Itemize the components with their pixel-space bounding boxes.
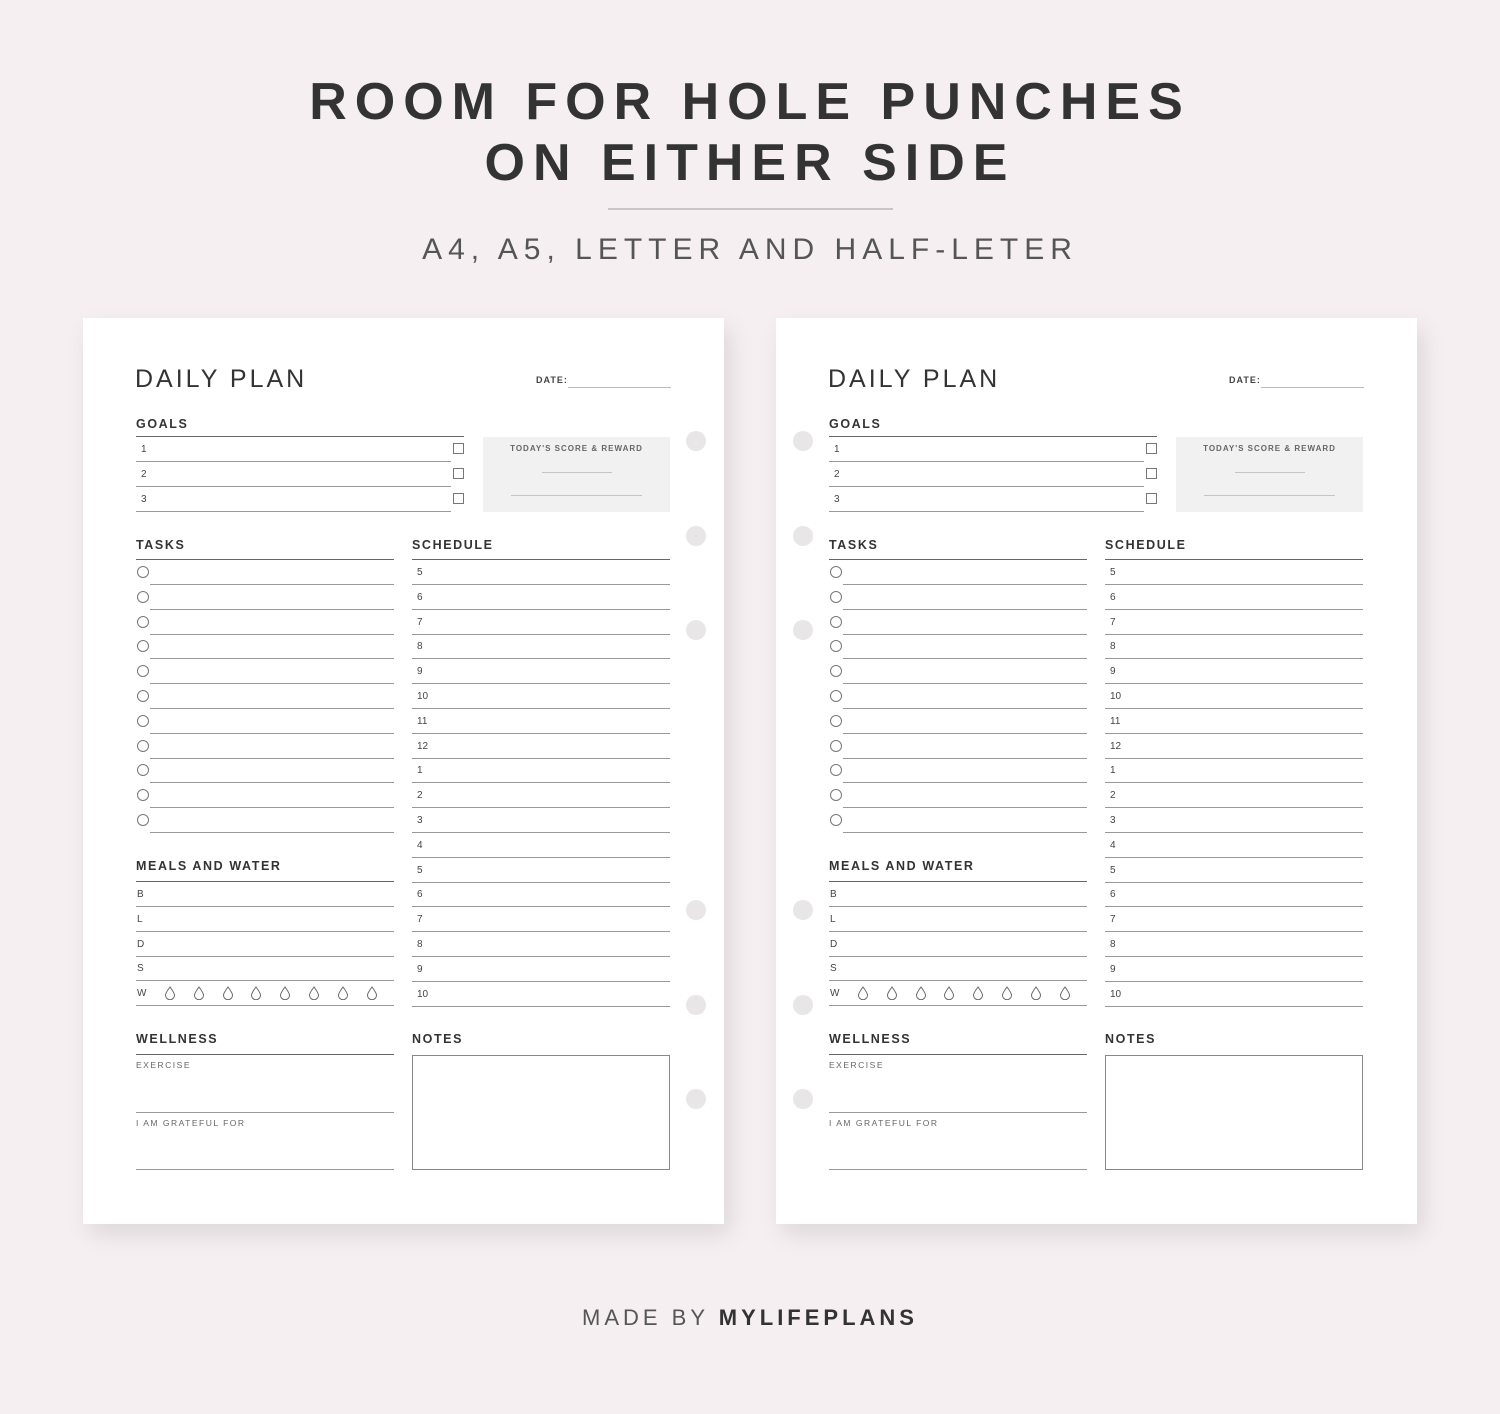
- schedule-hour: 9: [417, 963, 423, 975]
- schedule-hour: 11: [417, 715, 428, 727]
- goal-number: 3: [141, 494, 147, 505]
- circle-icon[interactable]: [137, 690, 149, 702]
- meal-label: D: [830, 938, 838, 950]
- hero-title-line2: ON EITHER SIDE: [484, 134, 1016, 192]
- schedule-hour: 12: [1110, 740, 1122, 752]
- hole-icon: [793, 431, 813, 451]
- schedule-hour: 5: [1110, 864, 1116, 876]
- schedule-line[interactable]: [1105, 931, 1363, 932]
- notes-box[interactable]: [1105, 1055, 1363, 1170]
- goals-title: GOALS: [136, 417, 189, 431]
- grateful-line[interactable]: [136, 1169, 394, 1170]
- reward-line: [1204, 495, 1335, 496]
- circle-icon[interactable]: [137, 715, 149, 727]
- schedule-line[interactable]: [1105, 584, 1363, 585]
- meal-line[interactable]: [829, 956, 1087, 957]
- schedule-line[interactable]: [1105, 782, 1363, 783]
- meals-underline: [829, 881, 1087, 882]
- score-reward-label: TODAY'S SCORE & REWARD: [510, 444, 643, 453]
- schedule-hour: 7: [417, 616, 423, 628]
- water-drop-icon[interactable]: [915, 986, 927, 1000]
- schedule-line[interactable]: [412, 782, 670, 783]
- schedule-line[interactable]: [1105, 807, 1363, 808]
- goals-underline: [829, 436, 1157, 437]
- schedule-line[interactable]: [412, 1006, 670, 1007]
- goal-line[interactable]: [829, 461, 1144, 462]
- meal-line[interactable]: [829, 980, 1087, 981]
- tasks-underline: [829, 559, 1087, 560]
- schedule-line[interactable]: [1105, 758, 1363, 759]
- schedule-hour: 6: [1110, 889, 1116, 901]
- water-drop-icon[interactable]: [337, 986, 349, 1000]
- notes-title: NOTES: [1105, 1032, 1157, 1046]
- meal-line[interactable]: [136, 1005, 394, 1006]
- schedule-hour: 8: [417, 641, 423, 653]
- schedule-line[interactable]: [1105, 981, 1363, 982]
- schedule-line[interactable]: [412, 981, 670, 982]
- water-drop-icon[interactable]: [972, 986, 984, 1000]
- schedule-hour: 2: [1110, 790, 1116, 802]
- score-line: [542, 472, 612, 473]
- schedule-title: SCHEDULE: [1105, 538, 1187, 552]
- grateful-line[interactable]: [829, 1169, 1087, 1170]
- circle-icon[interactable]: [830, 789, 842, 801]
- notes-title: NOTES: [412, 1032, 464, 1046]
- planner-page-left: [83, 318, 724, 1224]
- task-line[interactable]: [843, 782, 1087, 783]
- schedule-line[interactable]: [412, 832, 670, 833]
- schedule-line[interactable]: [1105, 1006, 1363, 1007]
- schedule-hour: 8: [1110, 641, 1116, 653]
- hole-icon: [793, 995, 813, 1015]
- tasks-title: TASKS: [829, 538, 879, 552]
- schedule-hour: 1: [1110, 765, 1116, 777]
- schedule-hour: 7: [1110, 616, 1116, 628]
- circle-icon[interactable]: [830, 616, 842, 628]
- schedule-hour: 6: [1110, 591, 1116, 603]
- wellness-title: WELLNESS: [136, 1032, 219, 1046]
- task-line[interactable]: [150, 708, 394, 709]
- schedule-hour: 3: [1110, 815, 1116, 826]
- date-label: DATE:: [536, 375, 568, 385]
- daily-plan-title: DAILY PLAN: [828, 365, 1001, 393]
- hero-divider: [608, 208, 893, 210]
- meal-line[interactable]: [136, 931, 394, 932]
- schedule-line[interactable]: [1105, 906, 1363, 907]
- schedule-hour: 4: [1110, 839, 1116, 851]
- schedule-line[interactable]: [1105, 882, 1363, 883]
- schedule-line[interactable]: [1105, 733, 1363, 734]
- circle-icon[interactable]: [830, 690, 842, 702]
- task-line[interactable]: [843, 609, 1087, 610]
- water-drop-icon[interactable]: [164, 986, 176, 1000]
- schedule-hour: 4: [417, 839, 423, 851]
- water-drop-icon[interactable]: [1030, 986, 1042, 1000]
- goal-line[interactable]: [829, 486, 1144, 487]
- schedule-line[interactable]: [412, 658, 670, 659]
- hero-subtitle: A4, A5, LETTER AND HALF-LETER: [422, 233, 1078, 266]
- schedule-hour: 8: [1110, 939, 1116, 950]
- schedule-hour: 3: [417, 815, 423, 826]
- daily-plan-title: DAILY PLAN: [135, 365, 308, 393]
- water-drop-icon[interactable]: [193, 986, 205, 1000]
- wellness-underline: [136, 1054, 394, 1055]
- schedule-hour: 8: [417, 939, 423, 950]
- goals-underline: [136, 436, 464, 437]
- schedule-line[interactable]: [412, 584, 670, 585]
- score-line: [1235, 472, 1305, 473]
- circle-icon[interactable]: [137, 665, 149, 677]
- schedule-hour: 9: [1110, 963, 1116, 975]
- checkbox-icon[interactable]: [1146, 468, 1157, 479]
- water-drop-icon[interactable]: [857, 986, 869, 1000]
- goal-number: 3: [834, 494, 840, 505]
- checkbox-icon[interactable]: [453, 468, 464, 479]
- meal-line[interactable]: [829, 931, 1087, 932]
- task-line[interactable]: [843, 584, 1087, 585]
- schedule-line[interactable]: [1105, 658, 1363, 659]
- checkbox-icon[interactable]: [1146, 493, 1157, 504]
- schedule-hour: 6: [417, 591, 423, 603]
- task-line[interactable]: [843, 634, 1087, 635]
- schedule-underline: [412, 559, 670, 560]
- goals-title: GOALS: [829, 417, 882, 431]
- water-drop-icon[interactable]: [943, 986, 955, 1000]
- hole-icon: [793, 1089, 813, 1109]
- hero-title-line1: ROOM FOR HOLE PUNCHES: [309, 73, 1191, 131]
- meals-title: MEALS AND WATER: [829, 859, 975, 873]
- task-line[interactable]: [843, 708, 1087, 709]
- hole-icon: [686, 431, 706, 451]
- schedule-line[interactable]: [412, 609, 670, 610]
- goal-number: 2: [834, 469, 840, 480]
- schedule-hour: 2: [417, 790, 423, 802]
- schedule-line[interactable]: [412, 733, 670, 734]
- circle-icon[interactable]: [137, 764, 149, 776]
- exercise-label: EXERCISE: [829, 1060, 884, 1070]
- schedule-line[interactable]: [412, 931, 670, 932]
- schedule-hour: 10: [1110, 988, 1122, 1000]
- circle-icon[interactable]: [830, 740, 842, 752]
- schedule-hour: 10: [417, 988, 429, 1000]
- circle-icon[interactable]: [137, 814, 149, 826]
- hole-icon: [686, 526, 706, 546]
- footer-brand: MYLIFEPLANS: [718, 1305, 918, 1330]
- score-reward-label: TODAY'S SCORE & REWARD: [1203, 444, 1336, 453]
- checkbox-icon[interactable]: [1146, 443, 1157, 454]
- meal-label: B: [137, 889, 144, 900]
- wellness-title: WELLNESS: [829, 1032, 912, 1046]
- schedule-hour: 5: [1110, 567, 1116, 578]
- date-label: DATE:: [1229, 375, 1261, 385]
- water-drop-icon[interactable]: [308, 986, 320, 1000]
- date-line[interactable]: [1261, 387, 1364, 388]
- circle-icon[interactable]: [137, 616, 149, 628]
- schedule-hour: 11: [1110, 715, 1121, 727]
- exercise-line[interactable]: [136, 1112, 394, 1113]
- meal-label: S: [830, 963, 837, 975]
- meal-label: L: [830, 913, 836, 925]
- hole-icon: [793, 526, 813, 546]
- meal-line[interactable]: [829, 906, 1087, 907]
- task-line[interactable]: [150, 832, 394, 833]
- task-line[interactable]: [150, 807, 394, 808]
- meals-underline: [136, 881, 394, 882]
- meal-line[interactable]: [136, 980, 394, 981]
- date-line[interactable]: [568, 387, 671, 388]
- meal-label: S: [137, 963, 144, 975]
- tasks-title: TASKS: [136, 538, 186, 552]
- grateful-label: I AM GRATEFUL FOR: [829, 1118, 939, 1128]
- exercise-line[interactable]: [829, 1112, 1087, 1113]
- circle-icon[interactable]: [830, 591, 842, 603]
- notes-box[interactable]: [412, 1055, 670, 1170]
- schedule-hour: 6: [417, 889, 423, 901]
- hero-title: [0, 72, 1500, 194]
- planner-page-right: [776, 318, 1417, 1224]
- schedule-line[interactable]: [1105, 857, 1363, 858]
- task-line[interactable]: [843, 733, 1087, 734]
- schedule-line[interactable]: [412, 807, 670, 808]
- schedule-hour: 5: [417, 567, 423, 578]
- schedule-hour: 12: [417, 740, 429, 752]
- schedule-line[interactable]: [1105, 708, 1363, 709]
- circle-icon[interactable]: [137, 789, 149, 801]
- schedule-line[interactable]: [1105, 634, 1363, 635]
- hole-icon: [793, 900, 813, 920]
- schedule-line[interactable]: [1105, 956, 1363, 957]
- task-line[interactable]: [150, 609, 394, 610]
- hole-icon: [686, 995, 706, 1015]
- task-line[interactable]: [150, 683, 394, 684]
- reward-line: [511, 495, 642, 496]
- task-line[interactable]: [150, 584, 394, 585]
- hole-icon: [686, 1089, 706, 1109]
- meals-title: MEALS AND WATER: [136, 859, 282, 873]
- exercise-label: EXERCISE: [136, 1060, 191, 1070]
- hole-icon: [686, 900, 706, 920]
- meal-line[interactable]: [136, 906, 394, 907]
- task-line[interactable]: [150, 658, 394, 659]
- circle-icon[interactable]: [137, 566, 149, 578]
- water-drop-icon[interactable]: [250, 986, 262, 1000]
- schedule-hour: 5: [417, 864, 423, 876]
- circle-icon[interactable]: [830, 764, 842, 776]
- task-line[interactable]: [843, 807, 1087, 808]
- schedule-hour: 1: [417, 765, 423, 777]
- meal-label: W: [137, 988, 147, 1000]
- checkbox-icon[interactable]: [453, 443, 464, 454]
- schedule-line[interactable]: [1105, 609, 1363, 610]
- water-drop-icon[interactable]: [1001, 986, 1013, 1000]
- footer-credit: [0, 1305, 1500, 1331]
- circle-icon[interactable]: [830, 715, 842, 727]
- meal-label: L: [137, 913, 143, 925]
- task-line[interactable]: [150, 733, 394, 734]
- schedule-line[interactable]: [1105, 683, 1363, 684]
- circle-icon[interactable]: [830, 566, 842, 578]
- schedule-hour: 9: [1110, 666, 1116, 678]
- goal-line[interactable]: [136, 461, 451, 462]
- meal-label: W: [830, 988, 840, 1000]
- schedule-line[interactable]: [412, 634, 670, 635]
- hole-icon: [686, 620, 706, 640]
- water-drop-icon[interactable]: [279, 986, 291, 1000]
- water-drop-icon[interactable]: [222, 986, 234, 1000]
- goal-line[interactable]: [136, 486, 451, 487]
- task-line[interactable]: [150, 634, 394, 635]
- goal-number: 1: [141, 444, 147, 455]
- goal-line[interactable]: [136, 511, 451, 512]
- meal-line[interactable]: [829, 1005, 1087, 1006]
- schedule-line[interactable]: [412, 857, 670, 858]
- schedule-hour: 7: [1110, 914, 1116, 926]
- water-drop-icon[interactable]: [886, 986, 898, 1000]
- goal-number: 1: [834, 444, 840, 455]
- schedule-line[interactable]: [412, 906, 670, 907]
- schedule-line[interactable]: [412, 683, 670, 684]
- water-drop-icon[interactable]: [1059, 986, 1071, 1000]
- wellness-underline: [829, 1054, 1087, 1055]
- circle-icon[interactable]: [137, 740, 149, 752]
- meal-line[interactable]: [136, 956, 394, 957]
- circle-icon[interactable]: [137, 591, 149, 603]
- footer-prefix: MADE BY: [582, 1305, 709, 1330]
- task-line[interactable]: [843, 658, 1087, 659]
- schedule-hour: 9: [417, 666, 423, 678]
- goal-line[interactable]: [829, 511, 1144, 512]
- schedule-line[interactable]: [412, 708, 670, 709]
- schedule-title: SCHEDULE: [412, 538, 494, 552]
- schedule-line[interactable]: [412, 758, 670, 759]
- schedule-line[interactable]: [412, 882, 670, 883]
- meal-label: B: [830, 889, 837, 900]
- schedule-underline: [1105, 559, 1363, 560]
- task-line[interactable]: [843, 832, 1087, 833]
- schedule-hour: 10: [1110, 691, 1122, 702]
- schedule-hour: 7: [417, 914, 423, 926]
- task-line[interactable]: [150, 782, 394, 783]
- schedule-line[interactable]: [1105, 832, 1363, 833]
- circle-icon[interactable]: [137, 640, 149, 652]
- hole-icon: [793, 620, 813, 640]
- tasks-underline: [136, 559, 394, 560]
- task-line[interactable]: [843, 758, 1087, 759]
- grateful-label: I AM GRATEFUL FOR: [136, 1118, 246, 1128]
- checkbox-icon[interactable]: [453, 493, 464, 504]
- circle-icon[interactable]: [830, 640, 842, 652]
- task-line[interactable]: [150, 758, 394, 759]
- circle-icon[interactable]: [830, 814, 842, 826]
- meal-label: D: [137, 938, 145, 950]
- schedule-line[interactable]: [412, 956, 670, 957]
- task-line[interactable]: [843, 683, 1087, 684]
- schedule-hour: 10: [417, 691, 429, 702]
- water-drop-icon[interactable]: [366, 986, 378, 1000]
- circle-icon[interactable]: [830, 665, 842, 677]
- goal-number: 2: [141, 469, 147, 480]
